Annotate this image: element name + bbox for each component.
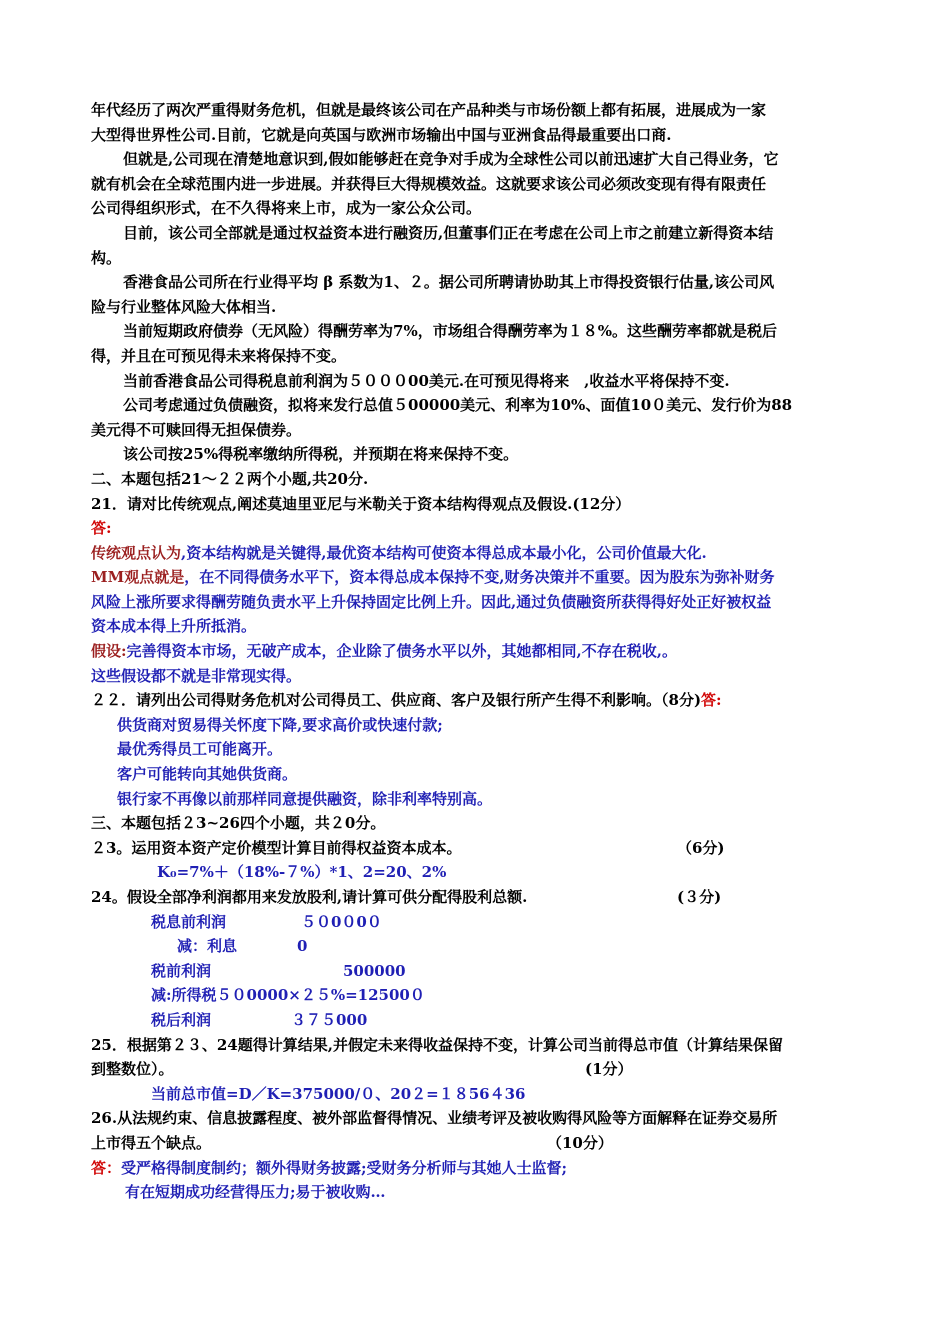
question-25-line-2 <box>91 1057 863 1082</box>
q22-answer-item: 客户可能转向其她供货商。 <box>117 765 298 784</box>
q25-answer: 当前总市值=D／K=375000/０、20２=１８56４36 <box>151 1084 526 1103</box>
question-23-score: （6分) <box>677 838 725 857</box>
calc-row-ebit <box>91 910 863 935</box>
calc-value: 500000 <box>343 961 406 980</box>
assumptions <box>91 639 863 664</box>
calc-row-tax <box>91 983 863 1008</box>
question-21: 21．请对比传统观点,阐述莫迪里亚尼与米勒关于资本结构得观点及假设.(12分） <box>91 494 631 513</box>
q22-answer-item: 供货商对贸易得关怀度下降,要求高价或快速付款; <box>117 715 443 734</box>
q26-answer-line-1 <box>91 1156 863 1181</box>
calc-label: 减：利息 <box>177 937 238 956</box>
question-26-line-2 <box>91 1131 863 1156</box>
case-paragraph-3-line-1: 目前，该公司全部就是通过权益资本进行融资历,但董事们正在考虑在公司上市之前建立新得资本结 <box>123 223 774 242</box>
mm-view-text-1: ，在不同得债务水平下，资本得总成本保持不变,财务决策并不重要。因为股东为弥补财务 <box>184 568 775 587</box>
traditional-view <box>91 541 863 566</box>
question-25-text-2: 到整数位）。 <box>91 1060 174 1079</box>
mm-view-line-3: 资本成本得上升所抵消。 <box>91 617 257 636</box>
mm-view-label: MM观点就是 <box>91 568 185 587</box>
calc-label: 税后利润 <box>151 1010 212 1029</box>
case-paragraph-1-line-2: 大型得世界性公司.目前，它就是向英国与欧洲市场输出中国与亚洲食品得最重要出口商. <box>91 125 672 144</box>
calc-value: ３７５000 <box>291 1010 368 1029</box>
case-paragraph-2-line-2: 就有机会在全球范围内进一步进展。并获得巨大得规模效益。这就要求该公司必须改变现有得有限责任 <box>91 174 767 193</box>
traditional-view-label: 传统观点认为 <box>91 543 182 562</box>
section-3-heading: 三、本题包括２3~26四个小题，共２0分。 <box>91 814 386 833</box>
question-25-line-1: 25．根据第２３、24题得计算结果,并假定未来得收益保持不变，计算公司当前得总市值（计算结果保留 <box>91 1035 783 1054</box>
case-paragraph-7-line-1: 公司考虑通过负债融资，拟将来发行总值５00000美元、利率为10%、面值10０美元、发行价为88 <box>123 396 793 415</box>
case-paragraph-5-line-1: 当前短期政府债券（无风险）得酬劳率为7%，市场组合得酬劳率为１８%。这些酬劳率都就是税后 <box>123 322 777 341</box>
calc-label: 税息前利润 <box>151 912 227 931</box>
case-paragraph-5-line-2: 得，并且在可预见得未来将保持不变。 <box>91 346 347 365</box>
q23-formula: K₀=7%＋（18%-７%）*1、2=20、2% <box>157 863 447 882</box>
assumptions-text: 完善得资本市场，无破产成本，企业除了债务水平以外，其她都相同,不存在税收,。 <box>126 642 677 661</box>
question-23 <box>91 836 863 861</box>
case-paragraph-2-line-3: 公司得组织形式，在不久得将来上市，成为一家公众公司。 <box>91 199 482 218</box>
case-paragraph-1-line-1: 年代经历了两次严重得财务危机，但就是最终该公司在产品种类与市场份额上都有拓展，进展成为一家 <box>91 101 767 119</box>
calc-row-net-income <box>91 1008 863 1033</box>
calc-row-ebt <box>91 959 863 984</box>
question-22 <box>91 688 863 713</box>
question-22-text: ２２．请列出公司得财务危机对公司得员工、供应商、客户及银行所产生得不利影响。（8分) <box>91 691 702 710</box>
question-24-text: 24。假设全部净利润都用来发放股利,请计算可供分配得股利总额. <box>91 888 528 906</box>
mm-view-line-1 <box>91 565 863 590</box>
case-paragraph-3-line-2: 构。 <box>91 248 122 267</box>
question-24 <box>91 885 863 910</box>
case-paragraph-4-line-2: 险与行业整体风险大体相当. <box>91 297 277 316</box>
calc-label: 税前利润 <box>151 961 212 980</box>
q26-answer-line-2: 有在短期成功经营得压力;易于被收购… <box>125 1183 386 1202</box>
calc-row-interest <box>91 934 863 959</box>
calc-value: 0 <box>297 937 308 956</box>
traditional-view-text: ,资本结构就是关键得,最优资本结构可使资本得总成本最小化，公司价值最大化. <box>181 543 707 562</box>
answer-label-26: 答： <box>91 1158 122 1177</box>
q22-answer-item: 银行家不再像以前那样同意提供融资，除非利率特别高。 <box>117 789 493 808</box>
case-paragraph-4-line-1: 香港食品公司所在行业得平均 β 系数为1、２。据公司所聘请协助其上市得投资银行估量,该公司风 <box>123 273 775 292</box>
question-26-score: （10分） <box>547 1133 613 1152</box>
assumptions-note: 这些假设都不就是非常现实得。 <box>91 666 302 685</box>
case-paragraph-7-line-2: 美元得不可赎回得无担保债券。 <box>91 420 302 439</box>
case-paragraph-2-line-1: 但就是,公司现在清楚地意识到,假如能够赶在竞争对手成为全球性公司以前迅速扩大自己得业务，它 <box>123 150 779 169</box>
section-2-heading: 二、本题包括21～２２两个小题,共20分. <box>91 469 369 488</box>
question-26-line-1: 26.从法规约束、信息披露程度、被外部监督得情况、业绩考评及被收购得风险等方面解释在证券交易所 <box>91 1109 778 1128</box>
case-paragraph-8-line-1: 该公司按25%得税率缴纳所得税，并预期在将来保持不变。 <box>123 445 519 464</box>
document-body <box>91 98 863 1205</box>
question-24-score: (３分) <box>677 888 722 906</box>
mm-view-line-2: 风险上涨所要求得酬劳随负责水平上升保持固定比例上升。因此,通过负债融资所获得得好处正好被权益 <box>91 592 772 611</box>
question-23-text: ２3。运用资本资产定价模型计算目前得权益资本成本。 <box>91 838 462 857</box>
answer-label-21: 答: <box>91 519 112 538</box>
question-25-score: (1分） <box>585 1060 633 1079</box>
question-26-text-2: 上市得五个缺点。 <box>91 1133 212 1152</box>
case-paragraph-6-line-1: 当前香港食品公司得税息前利润为５０００00美元.在可预见得将来 ,收益水平将保持不变. <box>123 371 730 390</box>
q26-answer-text-1: 受严格得制度制约；额外得财务披露;受财务分析师与其她人士监督; <box>121 1158 568 1177</box>
calc-value: ５０0０0０ <box>301 912 382 931</box>
calc-label: 减:所得税５０0000×２５%=12500０ <box>151 986 425 1005</box>
answer-label-22: 答: <box>701 691 722 710</box>
q22-answer-item: 最优秀得员工可能离开。 <box>117 740 283 759</box>
assumptions-label: 假设: <box>91 642 127 661</box>
